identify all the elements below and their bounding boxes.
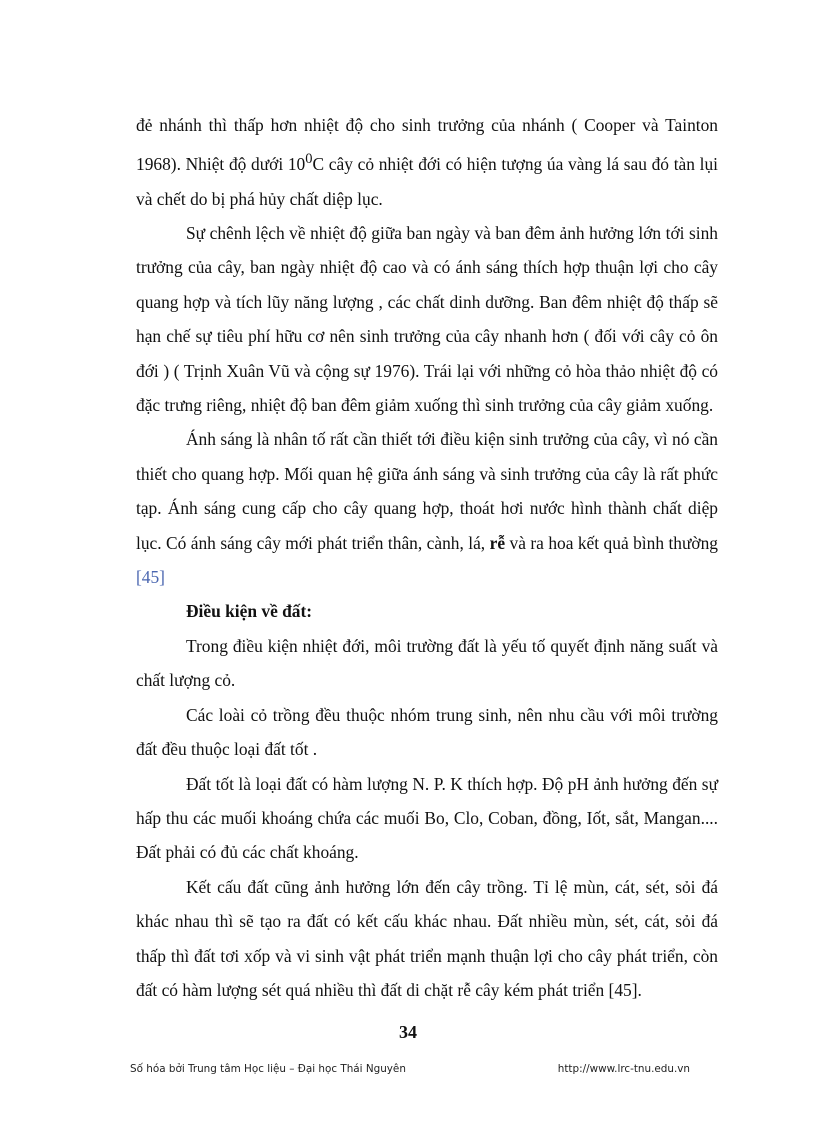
citation-link[interactable]: [45] [136, 567, 165, 588]
paragraph-1-text-a: đẻ nhánh thì thấp hơn nhiệt độ cho sinh trưởng của nhánh ( Cooper và Tainton 1968). Nhiệt độ dưới 10 [136, 115, 718, 175]
page-number: 34 [399, 1022, 417, 1042]
footer-source: Số hóa bởi Trung tâm Học liệu – Đại học Thái Nguyên [130, 1063, 406, 1075]
paragraph-5: Các loài cỏ trồng đều thuộc nhóm trung sinh, nên nhu cầu với môi trường đất đều thuộc loại đất tốt . [136, 704, 718, 760]
paragraph-1 [136, 108, 718, 216]
superscript-degree: 0 [305, 151, 313, 168]
paragraph-3 [136, 422, 718, 594]
paragraph-3-tail: và ra hoa kết quả bình thường [505, 532, 719, 553]
paragraph-1-text-b: C cây cỏ nhiệt đới có hiện tượng úa vàng lá sau đó tàn lụi và chết do bị phá hủy chất diệp lục. [136, 154, 718, 209]
section-heading: Điều kiện về đất: [186, 601, 313, 622]
paragraph-6: Đất tốt là loại đất có hàm lượng N. P. K thích hợp. Độ pH ảnh hưởng đến sự hấp thu các muối khoáng chứa các muối Bo, Clo, Coban, đồng, Iốt, sắt, Mangan.... Đất phải có đủ các chất khoáng. [136, 773, 718, 863]
paragraph-3-bold-word: rễ [489, 532, 506, 553]
document-body [136, 108, 718, 1007]
paragraph-7: Kết cấu đất cũng ảnh hưởng lớn đến cây trồng. Tỉ lệ mùn, cát, sét, sỏi đá khác nhau thì sẽ tạo ra đất có kết cấu khác nhau. Đất nhiều mùn, sét, cát, sỏi đá thấp thì đất tơi xốp và vi sinh vật phát triển mạnh thuận lợi cho cây phát triển, còn đất có hàm lượng sét quá nhiều thì đất di chặt rễ cây kém phát triển [45]. [136, 876, 718, 1000]
paragraph-4: Trong điều kiện nhiệt đới, môi trường đất là yếu tố quyết định năng suất và chất lượng cỏ. [136, 635, 718, 691]
footer-url[interactable]: http://www.lrc-tnu.edu.vn [557, 1063, 690, 1075]
paragraph-2: Sự chênh lệch về nhiệt độ giữa ban ngày và ban đêm ảnh hưởng lớn tới sinh trưởng của cây, ban ngày nhiệt độ cao và có ánh sáng thích hợp thuận lợi cho cây quang hợp và tích lũy năng lượng , các chất dinh dưỡng. Ban đêm nhiệt độ thấp sẽ hạn chế sự tiêu phí hữu cơ nên sinh trưởng của cây nhanh hơn ( đối với cây cỏ ôn đới ) ( Trịnh Xuân Vũ và cộng sự 1976). Trái lại với những cỏ hòa thảo nhiệt độ có đặc trưng riêng, nhiệt độ ban đêm giảm xuống thì sinh trưởng của cây giảm xuống. [136, 223, 718, 416]
paragraph-3-text: Ánh sáng là nhân tố rất cần thiết tới điều kiện sinh trưởng của cây, vì nó cần thiết cho quang hợp. Mối quan hệ giữa ánh sáng và sinh trưởng của cây là rất phức tạp. Ánh sáng cung cấp cho cây quang hợp, thoát hơi nước hình thành chất diệp lục. Có ánh sáng cây mới phát triển thân, cành, lá, [136, 429, 718, 553]
